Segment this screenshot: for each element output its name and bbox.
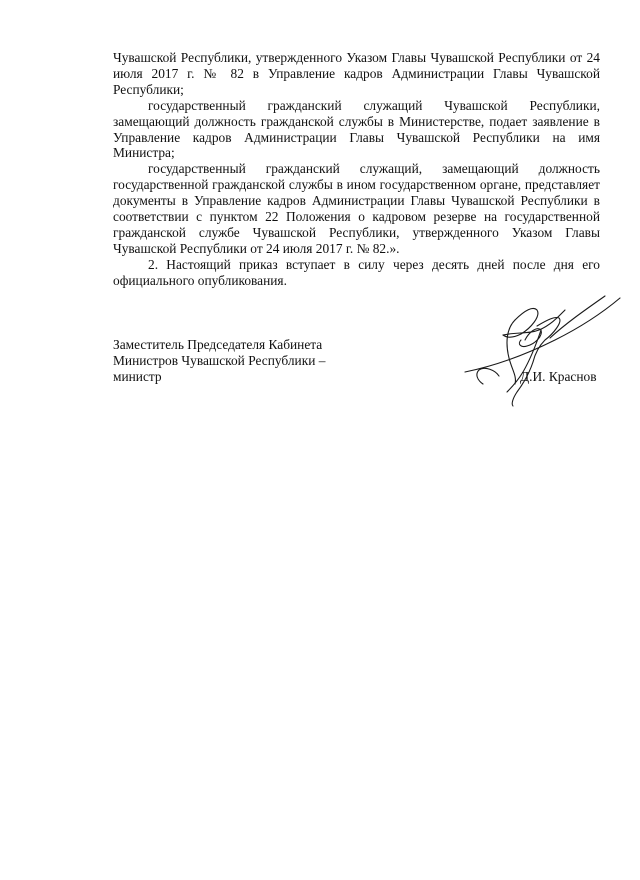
handwritten-signature bbox=[455, 280, 625, 410]
document-body bbox=[113, 50, 600, 289]
signatory-title-line: министр bbox=[113, 369, 162, 384]
paragraph-continuation: Чувашской Республики, утвержденного Указом Главы Чувашской Республики от 24 июля 2017 г. № 82 в Управление кадров Администрации Главы Чувашской Республики; bbox=[113, 50, 600, 97]
signer-name: Д.И. Краснов bbox=[520, 369, 597, 384]
paragraph-ministry-employee: государственный гражданский служащий Чувашской Республики, замещающий должность гражданской службы в Министерстве, подает заявление в Управление кадров Администрации Главы Чувашской Республики на имя Министра; bbox=[113, 97, 600, 161]
signatory-title-line: Министров Чувашской Республики – bbox=[113, 353, 326, 368]
paragraph-effective-date: 2. Настоящий приказ вступает в силу через десять дней после дня его официального опубликования. bbox=[113, 256, 600, 288]
signatory-title-line: Заместитель Председателя Кабинета bbox=[113, 337, 323, 352]
signatory-title bbox=[113, 337, 373, 385]
paragraph-other-body-employee: государственный гражданский служащий, замещающий должность государственной гражданской службы в ином государственном органе, представляет документы в Управление кадров Администрации Главы Чувашской Республики в соответствии с пунктом 22 Положения о кадровом резерве на государственной гражданской службе Чувашской Республики, утвержденного Указом Главы Чувашской Республики от 24 июля 2017 г. № 82.». bbox=[113, 161, 600, 256]
